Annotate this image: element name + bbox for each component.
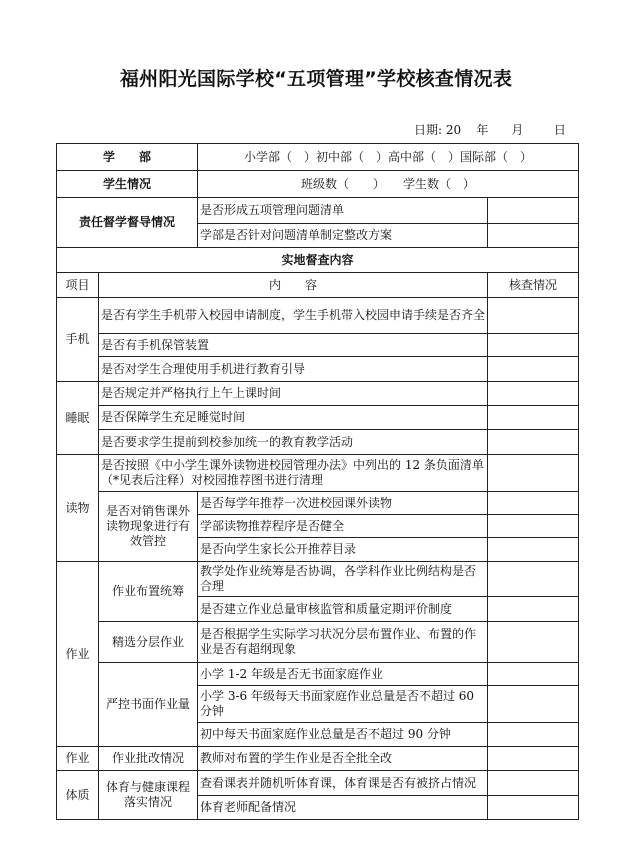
status-cell[interactable] (488, 334, 579, 357)
header-project: 项目 (57, 273, 99, 298)
phone-row (57, 334, 579, 357)
date-line (414, 121, 566, 138)
status-cell[interactable] (488, 622, 579, 663)
header-row (57, 273, 579, 298)
reading-sub-item: 学部读物推荐程序是否健全 (198, 515, 488, 538)
status-cell[interactable] (488, 771, 579, 796)
sleep-row (57, 430, 579, 455)
status-cell[interactable] (488, 357, 579, 382)
reading-row (57, 492, 579, 515)
date-day-unit: 日 (553, 123, 566, 137)
status-cell[interactable] (488, 455, 579, 492)
status-cell[interactable] (488, 406, 579, 430)
homework-group-label: 精选分层作业 (99, 622, 198, 663)
supervision-row (57, 198, 579, 224)
students-value: 班级数（ ） 学生数（ ） (198, 171, 579, 198)
homework-item: 小学 3-6 年级每天书面家庭作业总量是否不超过 60 分钟 (198, 686, 488, 723)
sleep-item: 是否保障学生充足睡觉时间 (99, 406, 488, 430)
status-cell[interactable] (488, 796, 579, 820)
sleep-item: 是否规定并严格执行上午上课时间 (99, 382, 488, 406)
onsite-title: 实地督查内容 (57, 248, 579, 273)
date-year: 20 (445, 123, 462, 137)
students-row (57, 171, 579, 198)
homework-row (57, 562, 579, 597)
phone-row (57, 298, 579, 334)
phone-row (57, 357, 579, 382)
phone-item: 是否对学生合理使用手机进行教育引导 (99, 357, 488, 382)
dept-label: 学 部 (57, 144, 198, 171)
date-label: 日期: (414, 123, 443, 137)
sleep-row (57, 382, 579, 406)
status-cell[interactable] (488, 723, 579, 747)
homework-row (57, 622, 579, 663)
phone-item: 是否有学生手机带入校园申请制度，学生手机带入校园申请手续是否齐全 (99, 298, 488, 334)
status-cell[interactable] (488, 492, 579, 515)
sleep-label: 睡眠 (57, 382, 99, 455)
status-cell[interactable] (488, 538, 579, 562)
homework-item: 是否根据学生实际学习状况分层布置作业、布置的作业是否有超纲现象 (198, 622, 488, 663)
homework-item: 小学 1-2 年级是否无书面家庭作业 (198, 663, 488, 686)
dept-row (57, 144, 579, 171)
dept-options: 小学部（ ）初中部（ ）高中部（ ）国际部（ ） (198, 144, 579, 171)
reading-sub-item: 是否向学生家长公开推荐目录 (198, 538, 488, 562)
phone-item: 是否有手机保管装置 (99, 334, 488, 357)
homework2-label: 作业 (57, 747, 99, 771)
header-content: 内 容 (99, 273, 488, 298)
homework-item: 是否建立作业总量审核监管和质量定期评价制度 (198, 597, 488, 622)
status-cell[interactable] (488, 382, 579, 406)
homework-group-label: 作业布置统筹 (99, 562, 198, 622)
homework-item: 教学处作业统筹是否协调，各学科作业比例结构是否合理 (198, 562, 488, 597)
homework2-item: 教师对布置的学生作业是否全批全改 (198, 747, 488, 771)
homework-row (57, 663, 579, 686)
pe-item: 体育老师配备情况 (198, 796, 488, 820)
homework-label: 作业 (57, 562, 99, 747)
status-cell[interactable] (488, 747, 579, 771)
onsite-title-row (57, 248, 579, 273)
status-cell[interactable] (488, 298, 579, 334)
reading-sub-item: 是否每学年推荐一次进校园课外读物 (198, 492, 488, 515)
phone-label: 手机 (57, 298, 99, 382)
pe-item: 查看课表并随机听体育课，体育课是否有被挤占情况 (198, 771, 488, 796)
status-cell[interactable] (488, 430, 579, 455)
header-status: 核查情况 (488, 273, 579, 298)
reading-item: 是否按照《中小学生课外读物进校园管理办法》中列出的 12 条负面清单（*见表后注释）对校园推荐图书进行清理 (99, 455, 488, 492)
pe-sub-label: 体育与健康课程落实情况 (99, 771, 198, 820)
status-cell[interactable] (488, 224, 579, 248)
pe-row (57, 771, 579, 796)
reading-label: 读物 (57, 455, 99, 562)
homework2-row (57, 747, 579, 771)
reading-sub-label: 是否对销售课外读物现象进行有效管控 (99, 492, 198, 562)
status-cell[interactable] (488, 515, 579, 538)
supervision-item: 学部是否针对问题清单制定整改方案 (198, 224, 488, 248)
status-cell[interactable] (488, 198, 579, 224)
date-year-unit: 年 (476, 123, 489, 137)
supervision-item: 是否形成五项管理问题清单 (198, 198, 488, 224)
date-month-unit: 月 (511, 123, 524, 137)
sleep-row (57, 406, 579, 430)
page-title: 福州阳光国际学校“五项管理”学校核查情况表 (119, 68, 513, 90)
students-label: 学生情况 (57, 171, 198, 198)
inspection-table (56, 143, 579, 820)
homework2-sub-label: 作业批改情况 (99, 747, 198, 771)
status-cell[interactable] (488, 686, 579, 723)
reading-row (57, 455, 579, 492)
homework-group-label: 严控书面作业量 (99, 663, 198, 747)
homework-item: 初中每天书面家庭作业总量是否不超过 90 分钟 (198, 723, 488, 747)
supervision-label: 责任督学督导情况 (57, 198, 198, 248)
sleep-item: 是否要求学生提前到校参加统一的教育教学活动 (99, 430, 488, 455)
status-cell[interactable] (488, 663, 579, 686)
pe-label: 体质 (57, 771, 99, 820)
status-cell[interactable] (488, 597, 579, 622)
status-cell[interactable] (488, 562, 579, 597)
